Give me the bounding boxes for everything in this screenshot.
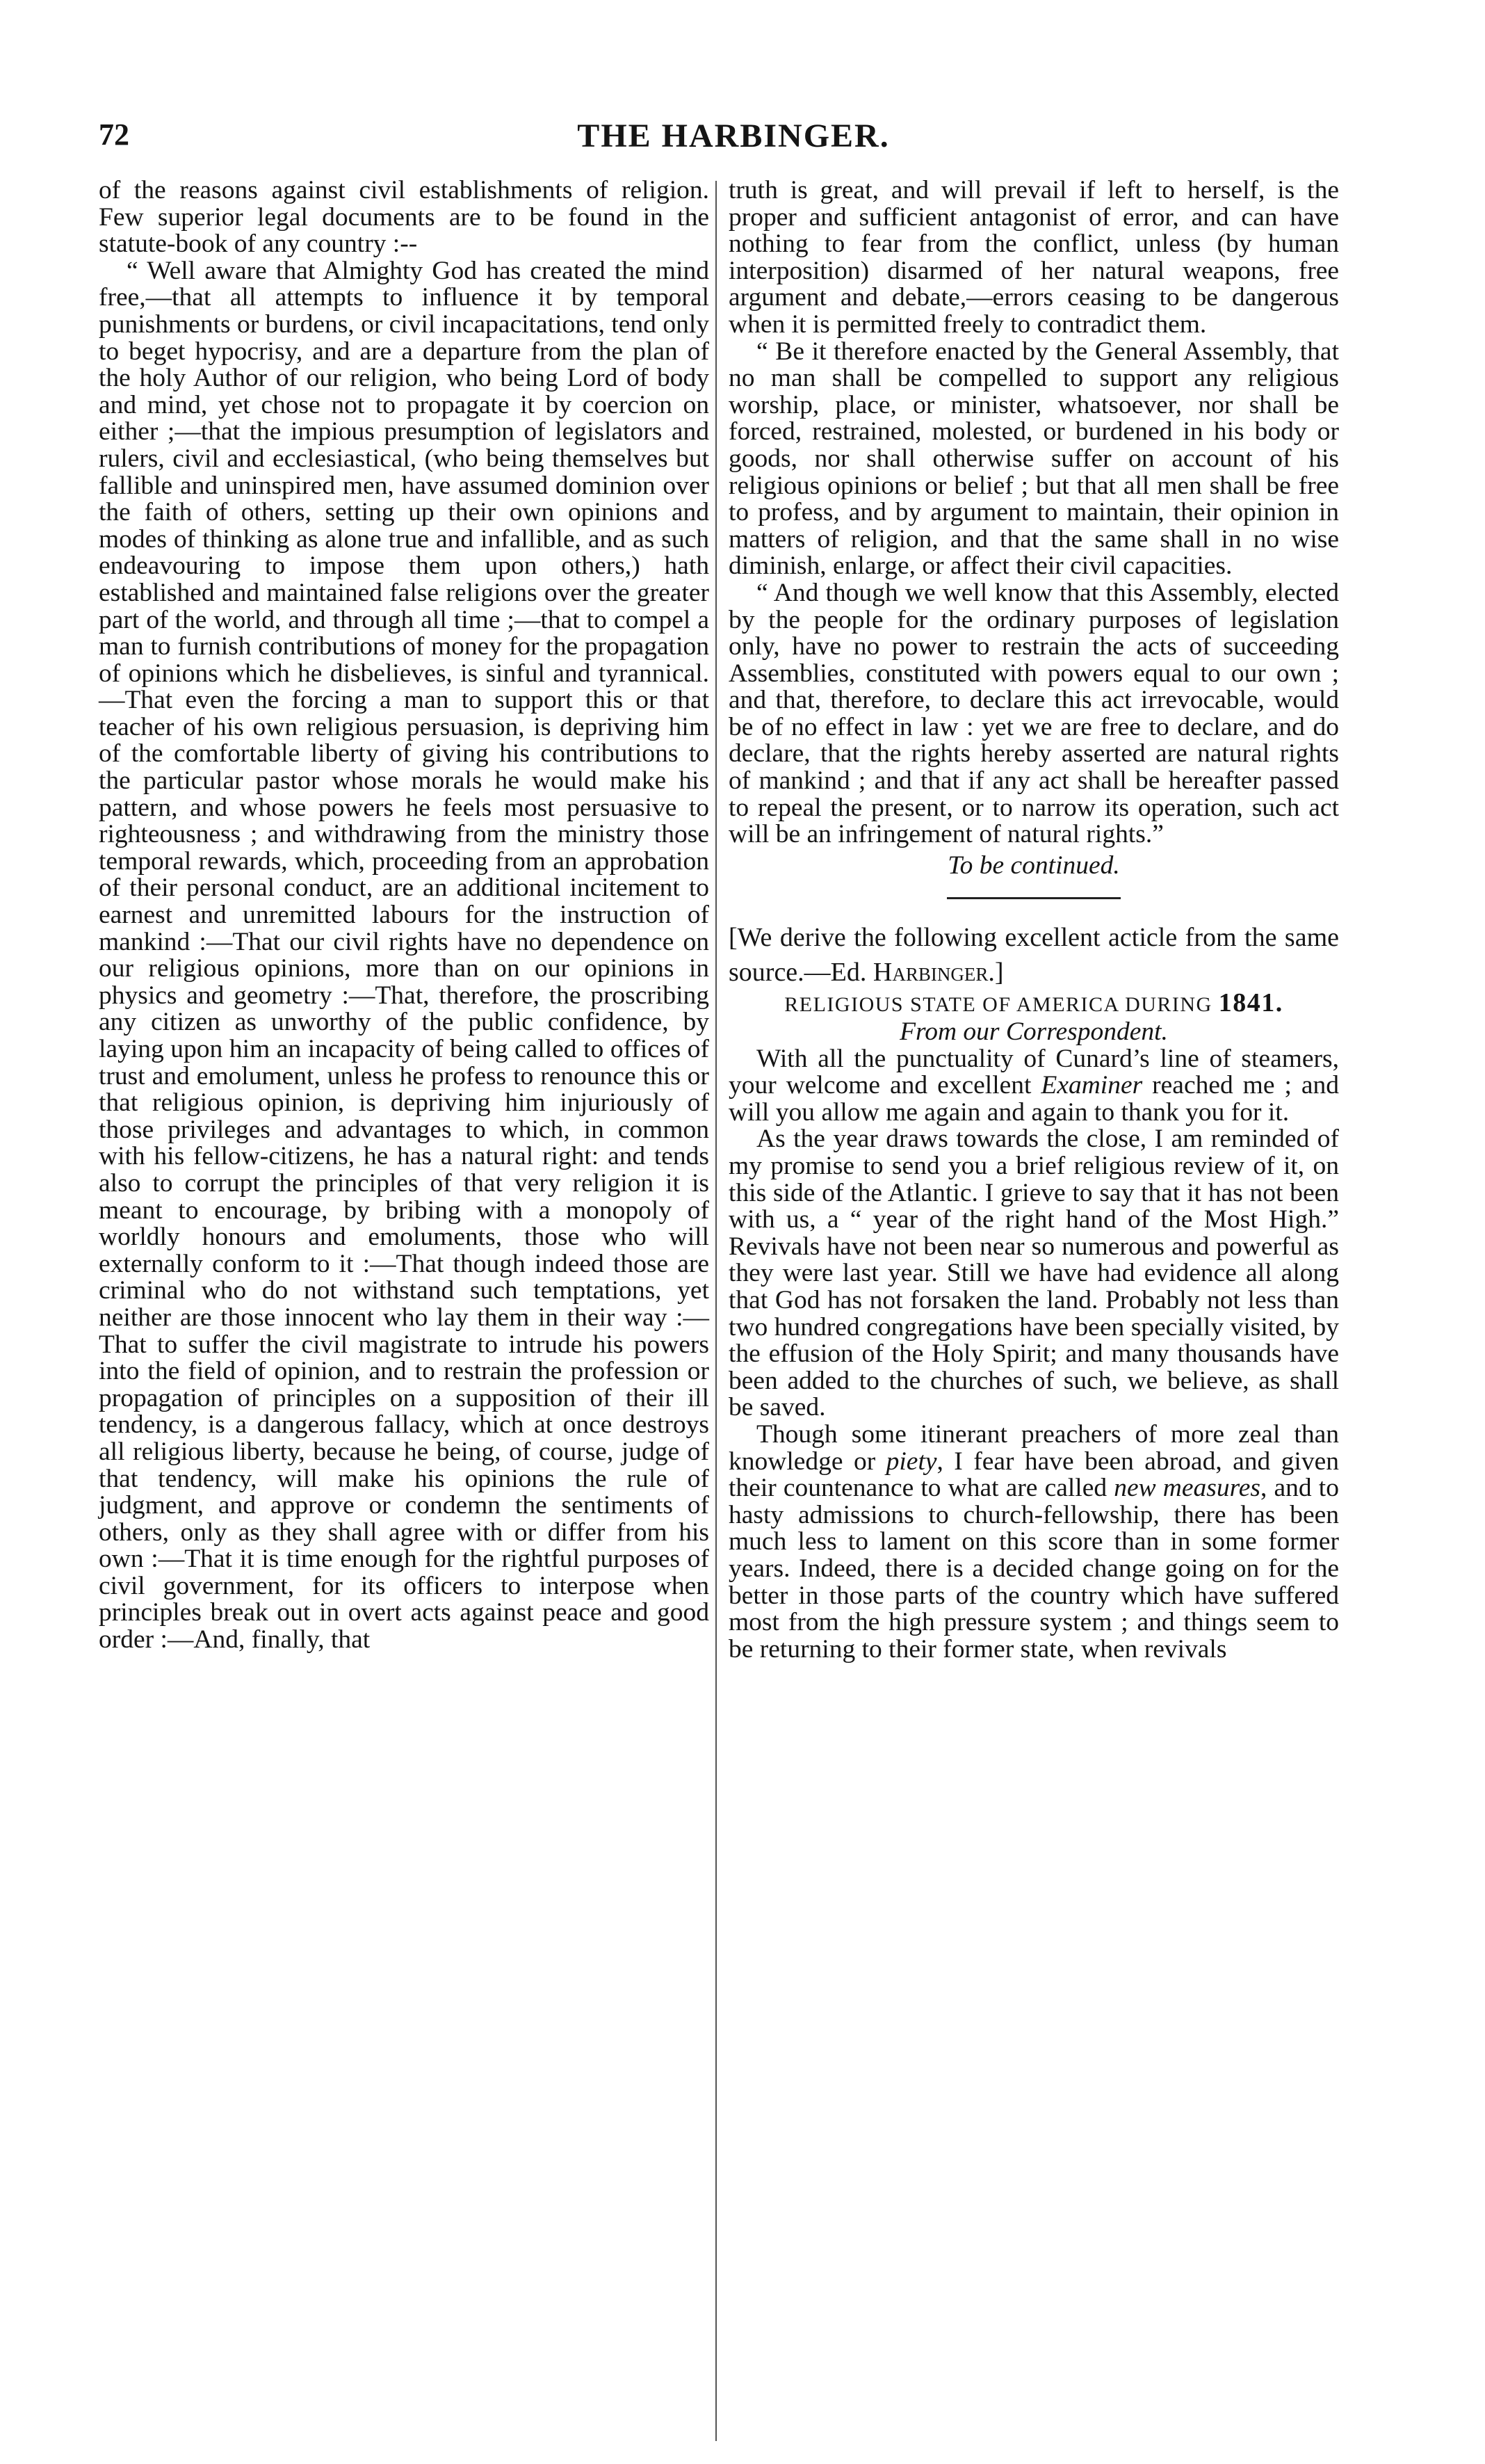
article-paragraph-1-text: With all the punctuality of Cunard’s line of steamers, your welcome and excellent (729, 1044, 1339, 1100)
article-byline: From our Correspondent. (900, 1017, 1168, 1047)
article-paragraph-3-end: , and to hasty admissions to church-fellowship, there has been much less to lament on this score than in some former years. Indeed, there is a decided change going on for the better in those parts of the country which have suffered most from the high pressure system ; and things seem to be returning to their former state, when revivals (729, 1474, 1339, 1664)
article-paragraph-3 (729, 1419, 1339, 1664)
left-paragraph-1: of the reasons against civil establishments of religion. Few superior legal documents are to be found in the statute-book of any country :-- (99, 176, 709, 259)
piety-word: piety (886, 1447, 937, 1476)
notice-text: [We derive the following excellent acticle from the same source.—Ed. (729, 923, 1339, 988)
article-paragraph-2: As the year draws towards the close, I am reminded of my promise to send you a brief religious review of it, on this side of the Atlantic. I grieve to say that it has not been with us, a “ year of the right hand of the Most High.” Revivals have not been near so numerous and powerful as they were last year. Still we have had evidence all along that God has not forsaken the land. Probably not less than two hundred congregations have been specially visited, by the effusion of the Holy Spirit; and many thousands have been added to the churches of such, we believe, as shall be saved. (729, 1125, 1339, 1422)
article-paragraph-3-middle: , I fear have been abroad, and given their countenance to what are called (729, 1447, 1339, 1503)
editor-notice (729, 920, 1339, 990)
right-paragraph-1: truth is great, and will prevail if left to herself, is the proper and sufficient antagonist of error, and can have nothing to fear from the conflict, unless (by human interposition) disarmed of her natural weapons, free argument and debate,—errors ceasing to be dangerous when it is permitted freely to contradict them. (729, 176, 1339, 339)
enactment-paragraph: “ Be it therefore enacted by the General Assembly, that no man shall be compelled to support any religious worship, place, or minister, whatsoever, nor shall be forced, restrained, molested, or burdened in his body or goods, nor shall otherwise suffer on account of his religious opinions or belief ; but that all men shall be free to profess, and by argument to maintain, their opinion in matters of religion, and that the same shall in no wise diminish, enlarge, or affect their civil capacities. (729, 337, 1339, 581)
to-be-continued: To be continued. (948, 851, 1120, 880)
new-measures-phrase: new measures (1114, 1474, 1261, 1503)
page-number: 72 (99, 118, 129, 152)
article-title-year: 1841. (1218, 988, 1283, 1018)
declaration-paragraph: “ And though we well know that this Assembly, elected by the people for the ordinary purposes of legislation only, have no power to restrain the acts of succeeding Assemblies, constituted with powers equal to our own ; and that, therefore, to declare this act irrevocable, would be of no effect in law : yet we are free to declare, and do declare, that the rights hereby asserted are natural rights of mankind ; and that if any act shall be hereafter passed to repeal the present, or to narrow its operation, such act will be an infringement of natural rights.” (729, 578, 1339, 849)
article-title (729, 990, 1339, 1019)
running-title: THE HARBINGER. (577, 118, 890, 154)
statute-quote-paragraph: “ Well aware that Almighty God has created the mind free,—that all attempts to influence it by temporal punishments or burdens, or civil incapacitations, tend only to beget hypocrisy, and are a departure from the plan of the holy Author of our religion, who being Lord of body and mind, yet chose not to propagate it by coercion on either ;—that the impious presumption of legislators and rulers, civil and ecclesiastical, (who being themselves but fallible and uninspired men, have assumed dominion over the faith of others, setting up their own opinions and modes of thinking as alone true and infallible, and as such endeavouring to impose them upon others,) hath established and maintained false religions over the greater part of the world, and through all time ;—that to compel a man to furnish contributions of money for the propagation of opinions which he disbelieves, is sinful and tyrannical.—That even the forcing a man to support this or that teacher of his own religious persuasion, is depriving him of the comfortable liberty of giving his contributions to the particular pastor whose morals he would make his pattern, and whose powers he feels most persuasive to righteousness ; and withdrawing from the ministry those temporal rewards, which, proceeding from an approbation of their personal conduct, are an additional incitement to earnest and unremitted labours for the instruction of mankind :—That our civil rights have no dependence on our religious opinions, more than on our opinions in physics and geometry :—That, therefore, the proscribing any citizen as unworthy of the public confidence, by laying upon him an incapacity of being called to offices of trust and emolument, unless he profess to renounce this or that religious opinion, is depriving him injuriously of those privileges and advantages to which, in common with his fellow-citizens, he has a natural right: and tends also to corrupt the principles of that very religion it is meant to encourage, by bribing with a monopoly of worldly honours and emoluments, those who will externally conform to it :—That though indeed those are criminal who do not withstand such temptations, yet neither are those innocent who lay them in their way :—That to suffer the civil magistrate to intrude his powers into the field of opinion, and to restrain the profession or propagation of principles on a supposition of their ill tendency, is a dangerous fallacy, which at once destroys all religious liberty, because he being, of course, judge of that tendency, will make his opinions the rule of judgment, and approve or condemn the sentiments of others, only as they shall agree with or differ from his own :—That it is time enough for the rightful purposes of civil government, for its officers to interpose when principles break out in overt acts against peace and good order :—And, finally, that (99, 256, 709, 1654)
page-header (99, 117, 1368, 166)
section-divider (947, 897, 1121, 899)
notice-end: .] (988, 958, 1004, 988)
article-paragraph-3-text: Though some itinerant preachers of more zeal than knowledge or (729, 1419, 1339, 1476)
right-column (729, 177, 1339, 1663)
notice-journal: Harbinger (873, 958, 989, 988)
article-paragraph-1 (729, 1046, 1339, 1127)
article-title-text: RELIGIOUS STATE OF AMERICA DURING (784, 993, 1219, 1017)
left-column (99, 177, 709, 1654)
column-divider (715, 181, 717, 2441)
article-paragraph-1-end: reached me ; and will you allow me again and again to thank you for it. (729, 1071, 1339, 1127)
examiner-title: Examiner (1041, 1071, 1143, 1100)
